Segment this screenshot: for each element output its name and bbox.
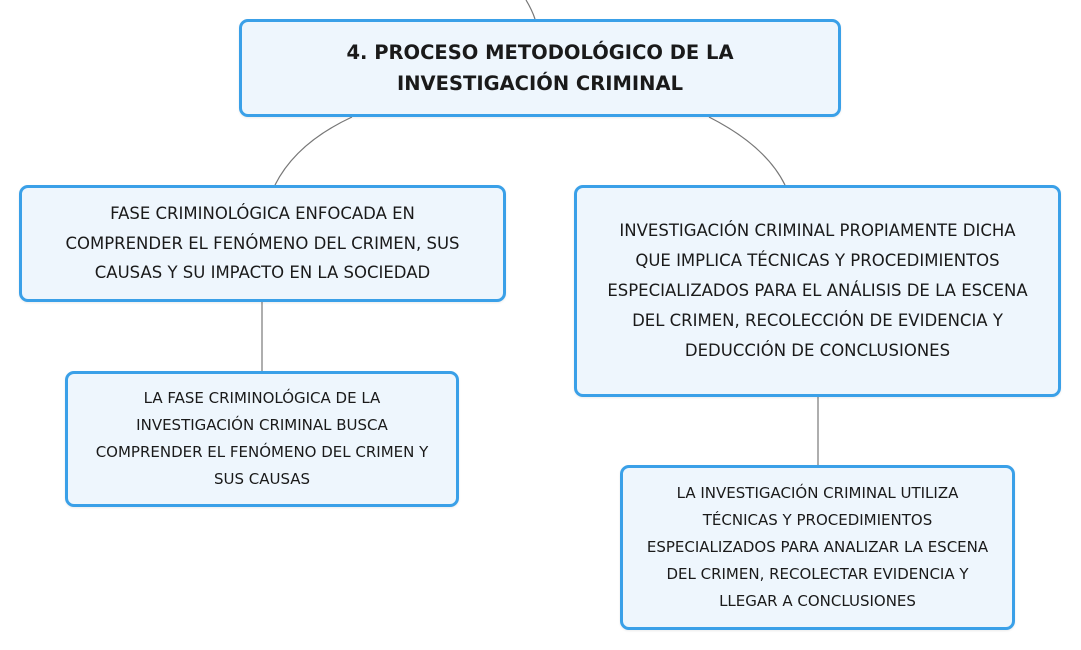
main-topic-line: INVESTIGACIÓN CRIMINAL [396, 72, 684, 95]
main-topic-node[interactable] [239, 19, 841, 117]
node-text-line: TÉCNICAS Y PROCEDIMIENTOS [702, 511, 933, 529]
criminal-investigation-node[interactable] [574, 185, 1061, 397]
node-text-line: LA INVESTIGACIÓN CRIMINAL UTILIZA [676, 484, 959, 502]
criminological-phase-detail-text [96, 385, 429, 493]
node-text-line: DEL CRIMEN, RECOLECCIÓN DE EVIDENCIA Y [632, 311, 1003, 330]
node-text-line: CAUSAS Y SU IMPACTO EN LA SOCIEDAD [94, 263, 431, 283]
node-text-line: DEDUCCIÓN DE CONCLUSIONES [684, 341, 951, 360]
node-text-line: FASE CRIMINOLÓGICA ENFOCADA EN [110, 204, 415, 224]
criminal-investigation-detail-node[interactable] [620, 465, 1015, 630]
connector-main-to-left [275, 117, 352, 185]
main-topic-text [346, 37, 733, 99]
node-text-line: SUS CAUSAS [213, 470, 311, 488]
node-text-line: COMPRENDER EL FENÓMENO DEL CRIMEN Y [95, 443, 429, 461]
criminal-investigation-detail-text [647, 480, 988, 615]
node-text-line: QUE IMPLICA TÉCNICAS Y PROCEDIMIENTOS [635, 251, 1000, 270]
criminological-phase-detail-node[interactable] [65, 371, 459, 507]
node-text-line: LLEGAR A CONCLUSIONES [719, 592, 916, 610]
node-text-line: INVESTIGACIÓN CRIMINAL BUSCA [136, 416, 388, 434]
node-text-line: INVESTIGACIÓN CRIMINAL PROPIAMENTE DICHA [619, 221, 1016, 240]
node-text-line: LA FASE CRIMINOLÓGICA DE LA [143, 389, 381, 407]
node-text-line: COMPRENDER EL FENÓMENO DEL CRIMEN, SUS [65, 233, 460, 253]
main-topic-line: 4. PROCESO METODOLÓGICO DE LA [346, 41, 734, 64]
criminological-phase-text [65, 199, 459, 288]
connector-parent-to-main [526, 0, 535, 19]
node-text-line: ESPECIALIZADOS PARA ANALIZAR LA ESCENA [646, 538, 989, 556]
node-text-line: DEL CRIMEN, RECOLECTAR EVIDENCIA Y [666, 565, 969, 583]
criminological-phase-node[interactable] [19, 185, 506, 302]
node-text-line: ESPECIALIZADOS PARA EL ANÁLISIS DE LA ESCENA [607, 281, 1028, 300]
connector-main-to-right [709, 117, 785, 185]
criminal-investigation-text [607, 216, 1027, 366]
